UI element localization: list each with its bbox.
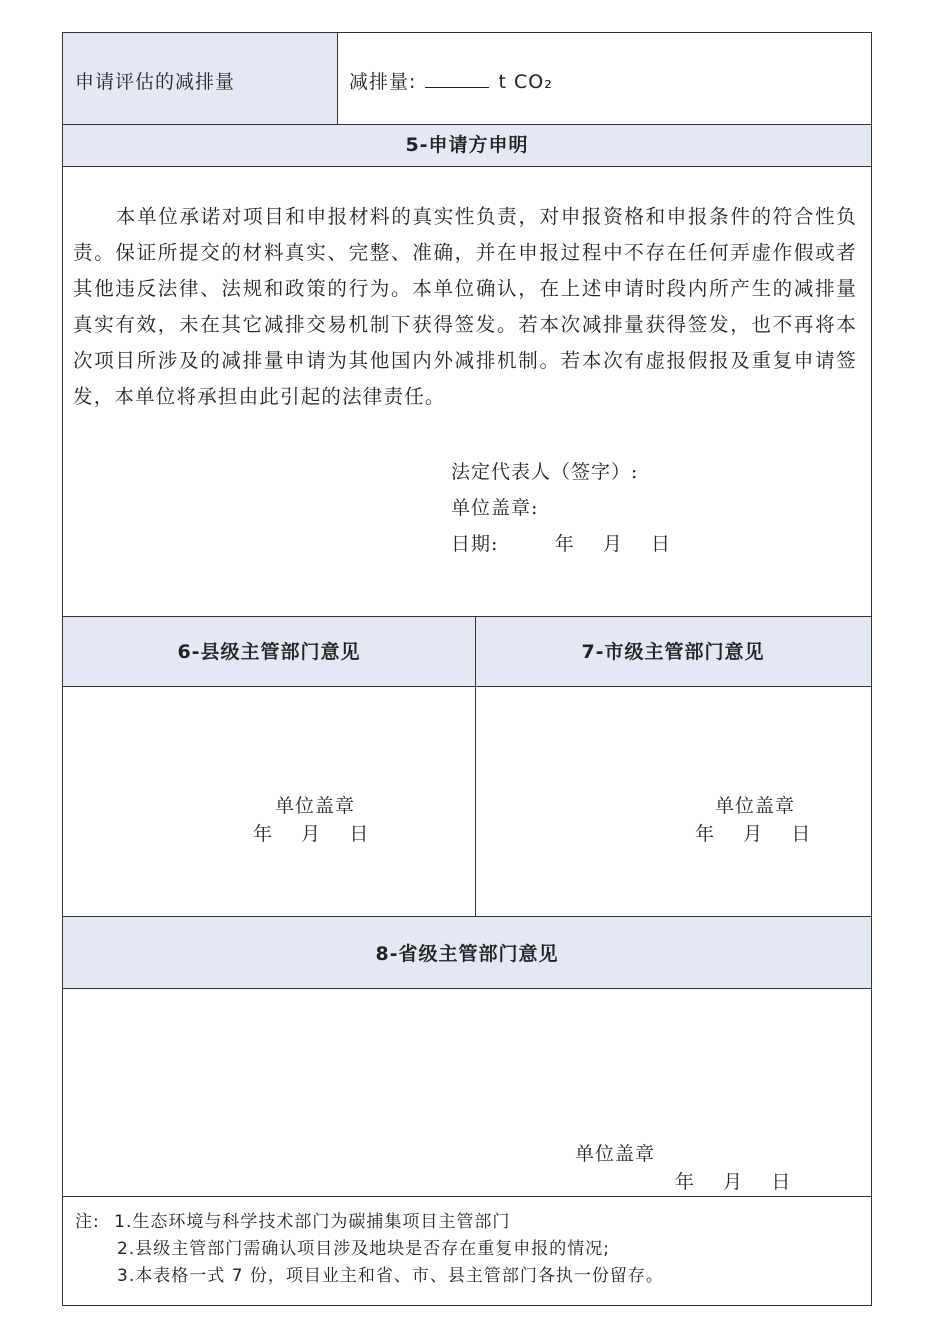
section67-body xyxy=(63,687,871,917)
section5-header xyxy=(63,125,871,167)
province-seal[interactable]: 单位盖章 xyxy=(575,1143,656,1165)
section8-header xyxy=(63,917,871,989)
notes-block xyxy=(75,1209,664,1290)
reduction-field xyxy=(349,67,553,94)
section8-title: 8-省级主管部门意见 xyxy=(375,943,559,965)
reduction-field-label: 减排量: xyxy=(349,71,417,93)
reduction-divider xyxy=(337,33,338,124)
section5-body xyxy=(63,167,871,617)
notes-row xyxy=(63,1197,871,1305)
province-date[interactable]: 年 月 日 xyxy=(675,1171,792,1193)
section5-title: 5-申请方申明 xyxy=(405,134,529,156)
section7-title: 7-市级主管部门意见 xyxy=(581,641,765,663)
reduction-value-blank[interactable] xyxy=(425,69,489,88)
section67-header xyxy=(63,617,871,687)
legal-rep-signature[interactable]: 法定代表人（签字）: xyxy=(451,461,639,483)
applicant-seal[interactable]: 单位盖章: xyxy=(451,497,539,519)
statement-text: 本单位承诺对项目和申报材料的真实性负责，对申报资格和申报条件的符合性负责。保证所提交的材料真实、完整、准确，并在申报过程中不存在任何弄虚作假或者其他违反法律、法规和政策的行为。本单位确认，在上述申请时段内所产生的减排量真实有效，未在其它减排交易机制下获得签发。若本次减排量获得签发，也不再将本次项目所涉及的减排量申请为其他国内外减排机制。若本次有虚报假报及重复申请签发，本单位将承担由此引起的法律责任。 xyxy=(73,205,857,408)
reduction-row xyxy=(63,33,871,125)
notes-prefix: 注: xyxy=(75,1212,100,1232)
county-seal[interactable]: 单位盖章 xyxy=(275,795,356,817)
reduction-unit: t CO₂ xyxy=(498,71,553,93)
section6-title: 6-县级主管部门意见 xyxy=(177,641,361,663)
city-date[interactable]: 年 月 日 xyxy=(695,823,812,845)
note-item-2: 2.县级主管部门需确认项目涉及地块是否存在重复申报的情况; xyxy=(117,1239,610,1259)
county-date[interactable]: 年 月 日 xyxy=(253,823,370,845)
section67-body-divider xyxy=(475,687,476,916)
section8-body xyxy=(63,989,871,1197)
city-seal[interactable]: 单位盖章 xyxy=(715,795,796,817)
note-item-3: 3.本表格一式 7 份，项目业主和省、市、县主管部门各执一份留存。 xyxy=(117,1266,664,1286)
note-item-1: 1.生态环境与科学技术部门为碳捕集项目主管部门 xyxy=(114,1212,511,1232)
application-form xyxy=(62,32,872,1306)
reduction-label: 申请评估的减排量 xyxy=(75,71,236,93)
applicant-date[interactable]: 日期: 年 月 日 xyxy=(451,533,672,555)
